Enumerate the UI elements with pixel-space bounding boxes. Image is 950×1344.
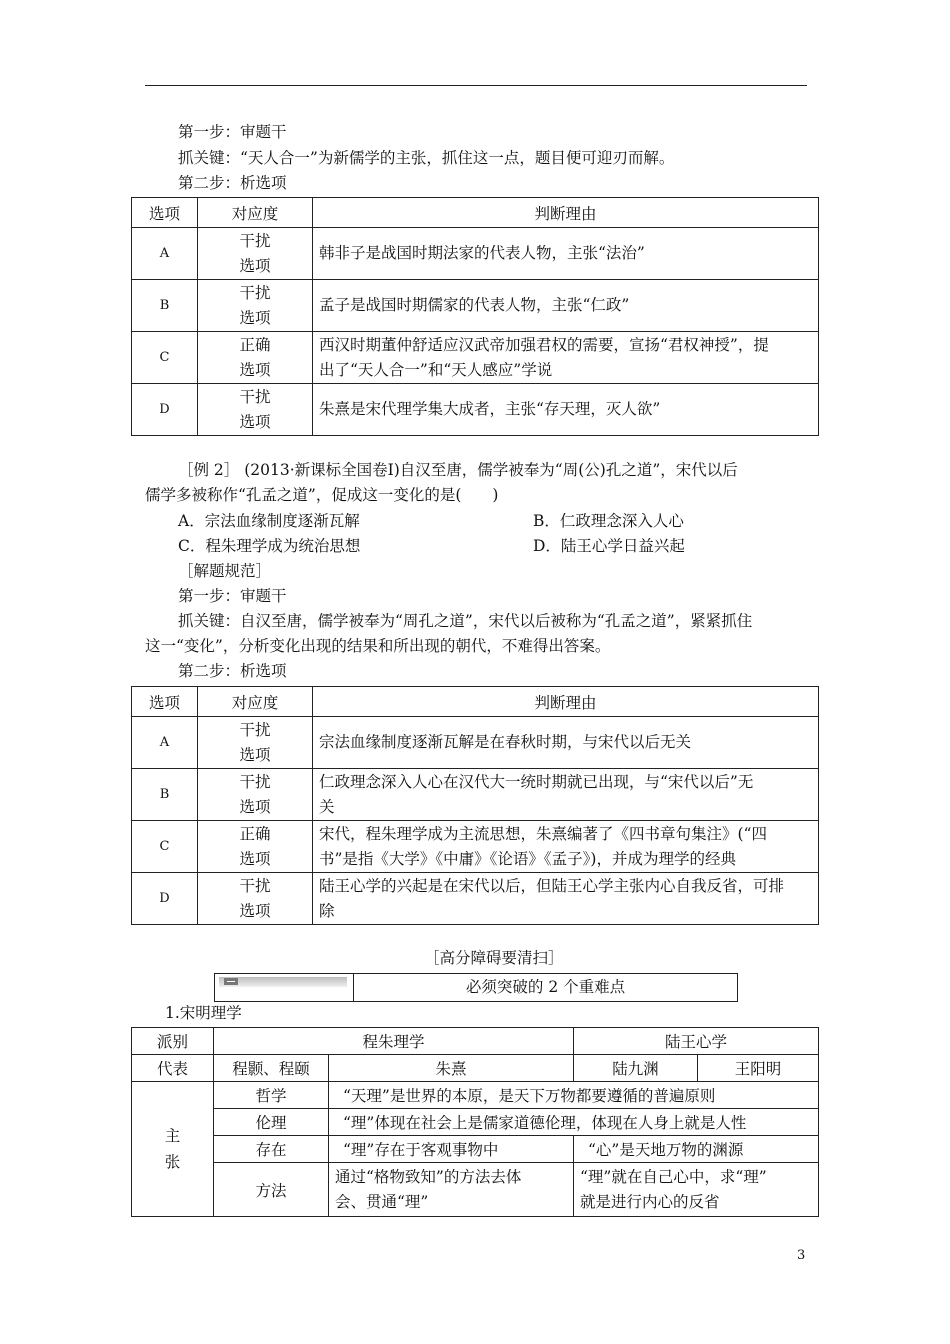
judgment-reason: 朱熹是宋代理学集大成者，主张“存天理，灭人欲” — [313, 384, 819, 436]
option-letter: C — [132, 821, 198, 873]
step1-heading-2: 第一步：审题干 — [178, 587, 287, 605]
options-table-2 — [131, 686, 819, 925]
header-option: 选项 — [132, 198, 198, 228]
cheng-zhu-header: 程朱理学 — [214, 1028, 574, 1055]
header-reason: 判断理由 — [313, 687, 819, 717]
judgment-reason: 宋代，程朱理学成为主流思想，朱熹编著了《四书章句集注》(“四 书”是指《大学》《中庸》《论语》《孟子》)，并成为理学的经典 — [313, 821, 819, 873]
method-cheng-zhu: 通过“格物致知”的方法去体 会、贯通“理” — [329, 1163, 574, 1217]
representative-label: 代表 — [132, 1055, 214, 1082]
header-option: 选项 — [132, 687, 198, 717]
option-letter: A — [132, 717, 198, 769]
existence-label: 存在 — [214, 1136, 329, 1163]
table-row — [132, 384, 819, 436]
options-table-1 — [131, 197, 819, 436]
table-row — [132, 332, 819, 384]
option-letter: B — [132, 769, 198, 821]
correspondence-degree: 干扰 选项 — [198, 280, 313, 332]
correspondence-degree: 干扰 选项 — [198, 873, 313, 925]
key-point: 抓关键：“天人合一”为新儒学的主张，抓住这一点，题目便可迎刃而解。 — [178, 149, 675, 167]
judgment-reason: 宗法血缘制度逐渐瓦解是在春秋时期，与宋代以后无关 — [313, 717, 819, 769]
example2-line2: 儒学多被称作“孔孟之道”，促成这一变化的是( ) — [145, 486, 499, 504]
option-letter: D — [132, 873, 198, 925]
table-row — [132, 717, 819, 769]
header-degree: 对应度 — [198, 687, 313, 717]
ethics-text: “理”体现在社会上是儒家道德伦理，体现在人身上就是人性 — [329, 1109, 819, 1136]
correspondence-degree: 干扰 选项 — [198, 228, 313, 280]
philosophy-label: 哲学 — [214, 1082, 329, 1109]
step1-heading: 第一步：审题干 — [178, 123, 287, 141]
table-row — [132, 280, 819, 332]
option-letter: D — [132, 384, 198, 436]
philosophy-text: “天理”是世界的本原，是天下万物都要遵循的普遍原则 — [329, 1082, 819, 1109]
table-row — [132, 228, 819, 280]
correspondence-degree: 正确 选项 — [198, 821, 313, 873]
rep-wang-yangming: 王阳明 — [698, 1055, 819, 1082]
key-points-banner — [214, 973, 738, 1002]
judgment-reason: 孟子是战国时期儒家的代表人物，主张“仁政” — [313, 280, 819, 332]
example2-line1: ［例 2］ (2013·新课标全国卷Ⅰ)自汉至唐，儒学被奉为“周(公)孔之道”，宋代以后 — [178, 461, 738, 479]
existence-cheng-zhu: “理”存在于客观事物中 — [329, 1136, 574, 1163]
key-point-2-line1: 抓关键：自汉至唐，儒学被奉为“周孔之道”，宋代以后被称为“孔孟之道”，紧紧抓住 — [178, 612, 753, 630]
choice-d: D．陆王心学日益兴起 — [533, 537, 685, 555]
header-rule — [145, 85, 807, 86]
rep-cheng-brothers: 程颢、程颐 — [214, 1055, 329, 1082]
step2-heading: 第二步：析选项 — [178, 174, 287, 192]
option-letter: A — [132, 228, 198, 280]
correspondence-degree: 正确 选项 — [198, 332, 313, 384]
correspondence-degree: 干扰 选项 — [198, 384, 313, 436]
method-lu-wang: “理”就在自己心中，求“理” 就是进行内心的反省 — [574, 1163, 819, 1217]
judgment-reason: 仁政理念深入人心在汉代大一统时期就已出现，与“宋代以后”无 关 — [313, 769, 819, 821]
choice-c: C．程朱理学成为统治思想 — [178, 537, 361, 555]
choice-a: A．宗法血缘制度逐渐瓦解 — [178, 512, 360, 530]
header-degree: 对应度 — [198, 198, 313, 228]
rep-lu-jiuyuan: 陆九渊 — [574, 1055, 698, 1082]
minus-icon — [224, 978, 238, 985]
lu-wang-header: 陆王心学 — [574, 1028, 819, 1055]
table-row — [132, 821, 819, 873]
cleanup-title: ［高分障碍要清扫］ — [424, 949, 564, 967]
neo-confucianism-table — [131, 1027, 819, 1217]
banner-text: 必须突破的 2 个重难点 — [465, 978, 626, 996]
judgment-reason: 韩非子是战国时期法家的代表人物，主张“法治” — [313, 228, 819, 280]
existence-lu-wang: “心”是天地万物的渊源 — [574, 1136, 819, 1163]
judgment-reason: 西汉时期董仲舒适应汉武帝加强君权的需要，宣扬“君权神授”，提 出了“天人合一”和“天人感应”学说 — [313, 332, 819, 384]
ethics-label: 伦理 — [214, 1109, 329, 1136]
rep-zhu-xi: 朱熹 — [329, 1055, 574, 1082]
correspondence-degree: 干扰 选项 — [198, 769, 313, 821]
correspondence-degree: 干扰 选项 — [198, 717, 313, 769]
header-reason: 判断理由 — [313, 198, 819, 228]
solution-norm: ［解题规范］ — [178, 562, 272, 580]
banner-decoration — [215, 974, 354, 1001]
judgment-reason: 陆王心学的兴起是在宋代以后，但陆王心学主张内心自我反省，可排 除 — [313, 873, 819, 925]
table-row — [132, 769, 819, 821]
key-point-2-line2: 这一“变化”，分析变化出现的结果和所出现的朝代，不难得出答案。 — [145, 637, 611, 655]
step2-heading-2: 第二步：析选项 — [178, 662, 287, 680]
claims-label: 主 张 — [132, 1082, 214, 1217]
table-row — [132, 873, 819, 925]
page-number: 3 — [797, 1248, 806, 1263]
school-label: 派别 — [132, 1028, 214, 1055]
method-label: 方法 — [214, 1163, 329, 1217]
option-letter: B — [132, 280, 198, 332]
subtitle-neo-confucianism: 1.宋明理学 — [165, 1004, 242, 1022]
option-letter: C — [132, 332, 198, 384]
choice-b: B．仁政理念深入人心 — [533, 512, 684, 530]
